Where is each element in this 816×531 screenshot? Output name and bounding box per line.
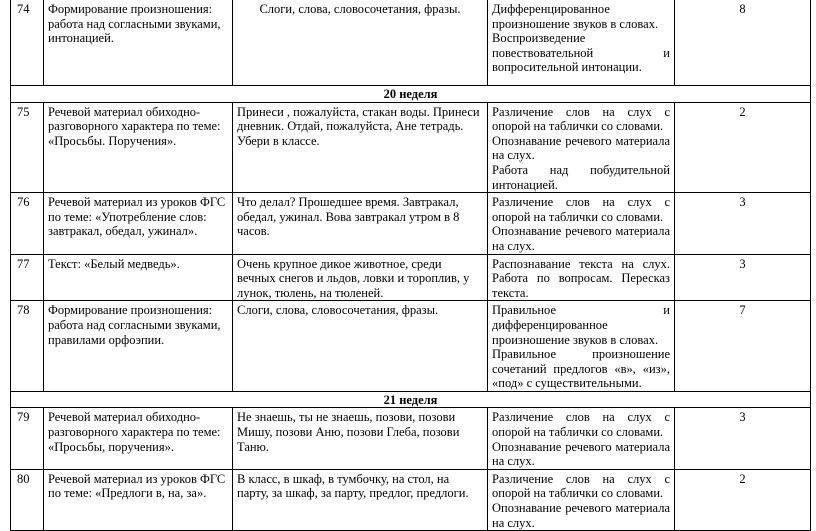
- lesson-topic: Формирование произношения: работа над согласными звуками, правилами орфоэпии.: [44, 301, 233, 392]
- table-row: [11, 102, 811, 193]
- table-row: [11, 301, 811, 392]
- lesson-topic: Текст: «Белый медведь».: [44, 254, 233, 301]
- lesson-number: 79: [11, 408, 44, 469]
- lesson-hours: 7: [675, 301, 811, 392]
- lesson-material: Слоги, слова, словосочетания, фразы.: [233, 0, 488, 86]
- lesson-skills: [488, 193, 675, 254]
- lesson-hours: 2: [675, 102, 811, 193]
- week-header-row: [11, 86, 811, 103]
- lesson-material: Очень крупное дикое животное, среди вечных снегов и льдов, ловки и тороплив, у лунок, тюлень, на тюленей.: [233, 254, 488, 301]
- lesson-hours: 3: [675, 408, 811, 469]
- skill-item: Правильное произношение сочетаний предлогов «в», «из», «под» с существительными.: [492, 347, 670, 391]
- week-label: 21 неделя: [11, 391, 811, 408]
- lesson-hours: 2: [675, 469, 811, 530]
- lesson-skills: [488, 469, 675, 530]
- lesson-topic: Формирование произношения: работа над согласными звуками, интонацией.: [44, 0, 233, 86]
- skill-item: Различение слов на слух с опорой на таблички со словами.: [492, 104, 670, 134]
- lesson-hours: 3: [675, 254, 811, 301]
- lesson-number: 78: [11, 301, 44, 392]
- skill-item: Правильное и дифференцированное произношение звуков в словах.: [492, 303, 670, 347]
- skill-item: Различение слов на слух с опорой на таблички со словами.: [492, 195, 670, 224]
- skill-item: Воспроизведение повествовательной и вопросительной интонации.: [492, 31, 670, 75]
- lesson-number: 77: [11, 254, 44, 301]
- skill-item: Различение слов на слух с опорой на таблички со словами.: [492, 410, 670, 440]
- skill-item: Работа над побудительной интонацией.: [492, 162, 670, 192]
- lesson-topic: Речевой материал обиходно-разговорного характера по теме: «Просьбы. Поручения».: [44, 102, 233, 193]
- lesson-material: Не знаешь, ты не знаешь, позови, позови Мишу, позови Аню, позови Глеба, позови Таню.: [233, 408, 488, 469]
- skill-item: Опознавание речевого материала на слух.: [492, 133, 670, 163]
- lesson-skills: [488, 102, 675, 193]
- lesson-material: Слоги, слова, словосочетания, фразы.: [233, 301, 488, 392]
- lesson-hours: 3: [675, 193, 811, 254]
- table-row: [11, 408, 811, 469]
- table-row: [11, 254, 811, 301]
- lesson-skills: [488, 408, 675, 469]
- table-row: [11, 469, 811, 530]
- week-header-row: [11, 391, 811, 408]
- skill-item: Опознавание речевого материала на слух.: [492, 439, 670, 469]
- skill-item: Различение слов на слух с опорой на таблички со словами.: [492, 471, 670, 501]
- lesson-topic: Речевой материал обиходно-разговорного характера по теме: «Просьбы, поручения».: [44, 408, 233, 469]
- lesson-material: Что делал? Прошедшее время. Завтракал, обедал, ужинал. Вова завтракал утром в 8 часов.: [233, 193, 488, 254]
- lesson-number: 75: [11, 102, 44, 193]
- lesson-hours: 8: [675, 0, 811, 86]
- lesson-material: В класс, в шкаф, в тумбочку, на стол, на парту, за шкаф, за парту, предлог, предлоги.: [233, 469, 488, 530]
- lesson-material: Принеси , пожалуйста, стакан воды. Принеси дневник. Отдай, пожалуйста, Ане тетрадь. Убери в классе.: [233, 102, 488, 193]
- skill-item: Дифференцированное произношение звуков в словах.: [492, 2, 659, 31]
- skill-item: Опознавание речевого материала на слух.: [492, 501, 670, 530]
- table-row: [11, 0, 811, 86]
- lesson-number: 74: [11, 0, 44, 86]
- lesson-plan-table: [10, 0, 811, 531]
- lesson-number: 76: [11, 193, 44, 254]
- lesson-topic: Речевой материал из уроков ФГС по теме: «Предлоги в, на, за».: [44, 469, 233, 530]
- lesson-number: 80: [11, 469, 44, 530]
- lesson-skills: [488, 301, 675, 392]
- skill-item: Распознавание текста на слух. Работа по вопросам. Пересказ текста.: [492, 256, 670, 300]
- lesson-skills: [488, 0, 675, 86]
- lesson-topic: Речевой материал из уроков ФГС по теме: «Употребление слов: завтракал, обедал, ужинал».: [44, 193, 233, 254]
- skill-item: Опознавание речевого материала на слух.: [492, 224, 670, 253]
- lesson-skills: [488, 254, 675, 301]
- table-row: [11, 193, 811, 254]
- week-label: 20 неделя: [11, 86, 811, 103]
